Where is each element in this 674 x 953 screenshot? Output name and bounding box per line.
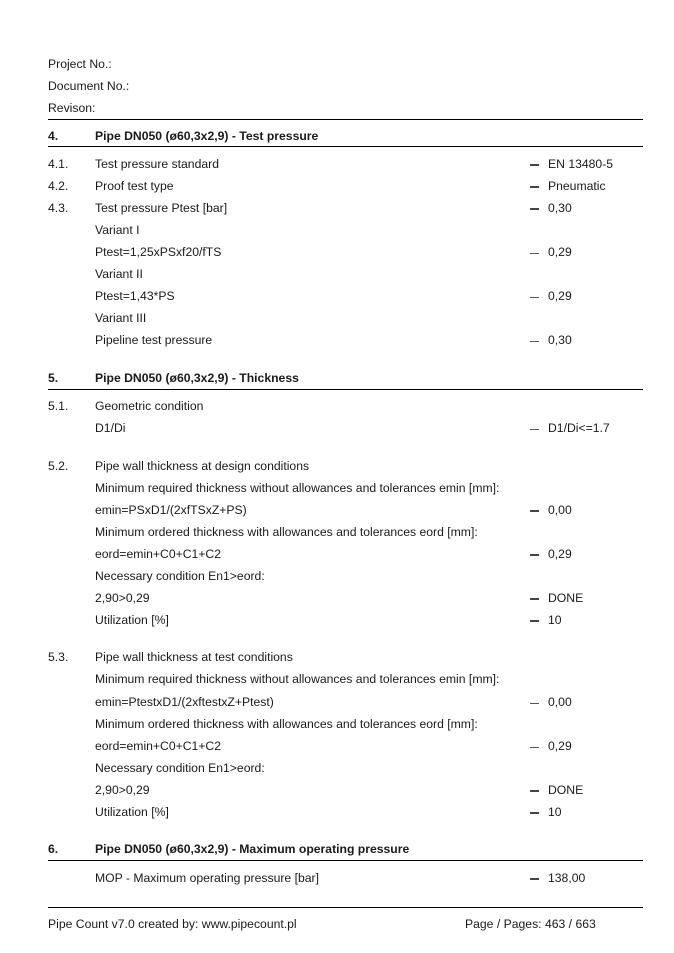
row-label: Minimum ordered thickness with allowances and tolerances eord [mm]: bbox=[95, 525, 478, 539]
row-value: DONE bbox=[548, 783, 584, 797]
row-value: 10 bbox=[548, 805, 562, 819]
row-label: Utilization [%] bbox=[95, 805, 169, 819]
row-value: 10 bbox=[548, 613, 562, 627]
row-label: Test pressure standard bbox=[95, 157, 219, 171]
row-label: 2,90>0,29 bbox=[95, 591, 150, 605]
dash-separator bbox=[530, 620, 539, 622]
row-number: 4.3. bbox=[48, 201, 69, 215]
dash-separator bbox=[530, 253, 539, 254]
section-number: 5. bbox=[48, 371, 59, 385]
dash-separator bbox=[530, 747, 539, 748]
row-value: 0,29 bbox=[548, 547, 572, 561]
row-label: Variant II bbox=[95, 267, 143, 281]
row-label: Ptest=1,43*PS bbox=[95, 289, 175, 303]
row-label: Pipeline test pressure bbox=[95, 333, 213, 347]
dash-separator bbox=[530, 429, 539, 430]
section-number: 6. bbox=[48, 842, 59, 856]
divider bbox=[48, 146, 643, 147]
row-label: Minimum required thickness without allowances and tolerances emin [mm]: bbox=[95, 672, 500, 686]
revision-label: Revison: bbox=[48, 101, 96, 115]
row-label: Necessary condition En1>eord: bbox=[95, 761, 265, 775]
row-label: Geometric condition bbox=[95, 399, 204, 413]
row-number: 4.2. bbox=[48, 179, 69, 193]
row-value: 0,29 bbox=[548, 289, 572, 303]
footer-divider bbox=[48, 907, 643, 908]
divider bbox=[48, 119, 643, 120]
row-number: 5.3. bbox=[48, 650, 69, 664]
divider bbox=[48, 860, 643, 861]
row-value: 0,30 bbox=[548, 333, 572, 347]
row-value: 0,29 bbox=[548, 739, 572, 753]
section-title: Pipe DN050 (ø60,3x2,9) - Thickness bbox=[95, 371, 299, 385]
row-value: D1/Di<=1.7 bbox=[548, 421, 610, 435]
row-label: Proof test type bbox=[95, 179, 174, 193]
row-number: 5.2. bbox=[48, 459, 69, 473]
dash-separator bbox=[530, 208, 539, 210]
row-label: emin=PtestxD1/(2xftestxZ+Ptest) bbox=[95, 695, 274, 709]
row-value: 138,00 bbox=[548, 871, 586, 885]
row-value: EN 13480-5 bbox=[548, 157, 614, 171]
dash-separator bbox=[530, 598, 539, 600]
row-label: Minimum ordered thickness with allowances and tolerances eord [mm]: bbox=[95, 717, 478, 731]
divider bbox=[48, 389, 643, 390]
row-label: eord=emin+C0+C1+C2 bbox=[95, 739, 222, 753]
row-label: Ptest=1,25xPSxf20/fTS bbox=[95, 245, 222, 259]
row-label: D1/Di bbox=[95, 421, 126, 435]
dash-separator bbox=[530, 812, 539, 814]
row-number: 5.1. bbox=[48, 399, 69, 413]
row-label: Utilization [%] bbox=[95, 613, 169, 627]
row-label: Necessary condition En1>eord: bbox=[95, 569, 265, 583]
row-number: 4.1. bbox=[48, 157, 69, 171]
footer-credit: Pipe Count v7.0 created by: www.pipecount.pl bbox=[48, 917, 297, 931]
row-label: Variant I bbox=[95, 223, 140, 237]
dash-separator bbox=[530, 790, 539, 792]
row-value: 0,00 bbox=[548, 695, 572, 709]
project-number-label: Project No.: bbox=[48, 57, 112, 71]
row-value: DONE bbox=[548, 591, 584, 605]
dash-separator bbox=[530, 703, 539, 704]
row-label: Variant III bbox=[95, 311, 147, 325]
section-title: Pipe DN050 (ø60,3x2,9) - Test pressure bbox=[95, 129, 319, 143]
row-label: emin=PSxD1/(2xfTSxZ+PS) bbox=[95, 503, 247, 517]
page-counter: Page / Pages: 463 / 663 bbox=[465, 917, 596, 931]
dash-separator bbox=[530, 341, 539, 342]
row-label: MOP - Maximum operating pressure [bar] bbox=[95, 871, 319, 885]
section-title: Pipe DN050 (ø60,3x2,9) - Maximum operating pressure bbox=[95, 842, 410, 856]
row-label: Pipe wall thickness at design conditions bbox=[95, 459, 310, 473]
row-value: 0,30 bbox=[548, 201, 572, 215]
section-number: 4. bbox=[48, 129, 59, 143]
row-label: eord=emin+C0+C1+C2 bbox=[95, 547, 222, 561]
row-label: Pipe wall thickness at test conditions bbox=[95, 650, 293, 664]
dash-separator bbox=[530, 878, 539, 880]
dash-separator bbox=[530, 554, 539, 556]
row-label: Minimum required thickness without allowances and tolerances emin [mm]: bbox=[95, 481, 500, 495]
document-number-label: Document No.: bbox=[48, 79, 130, 93]
row-value: 0,29 bbox=[548, 245, 572, 259]
row-value: Pneumatic bbox=[548, 179, 606, 193]
dash-separator bbox=[530, 297, 539, 298]
row-label: 2,90>0,29 bbox=[95, 783, 150, 797]
dash-separator bbox=[530, 186, 539, 188]
row-label: Test pressure Ptest [bar] bbox=[95, 201, 228, 215]
dash-separator bbox=[530, 510, 539, 512]
dash-separator bbox=[530, 164, 539, 166]
row-value: 0,00 bbox=[548, 503, 572, 517]
